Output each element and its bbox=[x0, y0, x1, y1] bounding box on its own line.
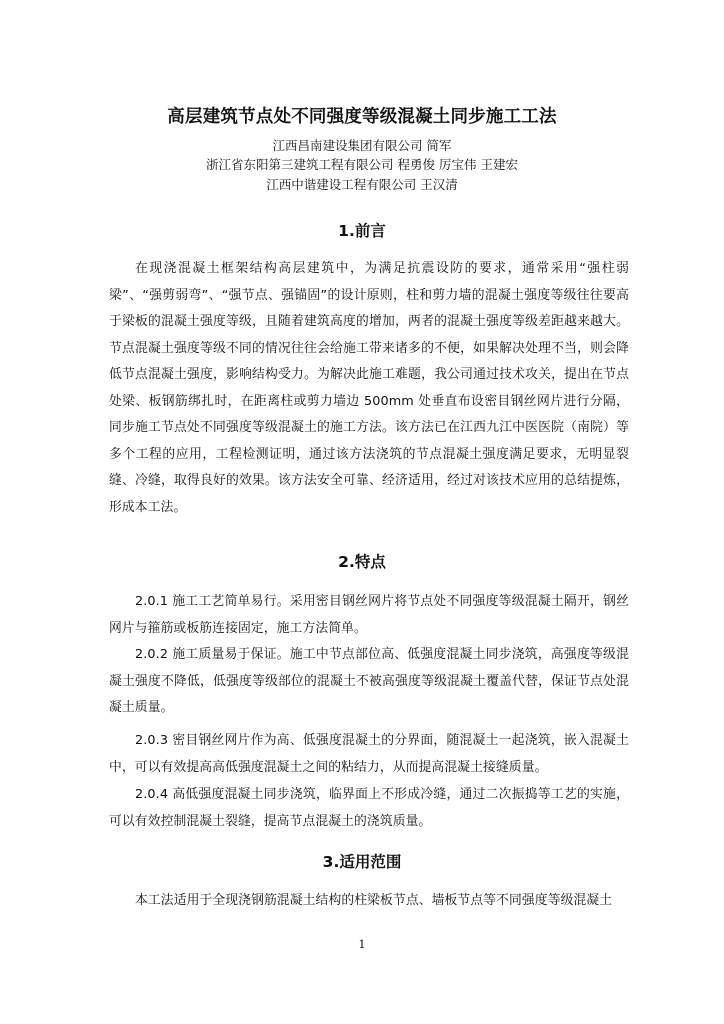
author-line-1: 江西昌南建设集团有限公司 简军 bbox=[272, 138, 452, 153]
author-line-2: 浙江省东阳第三建筑工程有限公司 程勇俊 厉宝伟 王建宏 bbox=[206, 157, 518, 172]
feature-item-2: 2.0.2 施工质量易于保证。施工中节点部位高、低强度混凝土同步浇筑，高强度等级混凝土强度不降低，低强度等级部位的混凝土不被高强度等级混凝土覆盖代替，保证节点处混凝土质量。 bbox=[109, 647, 629, 715]
scope-paragraph: 本工法适用于全现浇钢筋混凝土结构的柱梁板节点、墙板节点等不同强度等级混凝土 bbox=[135, 893, 613, 908]
page-number: 1 bbox=[358, 938, 366, 951]
author-line-3: 江西中谐建设工程有限公司 王汉清 bbox=[266, 177, 458, 192]
preface-paragraph: 在现浇混凝土框架结构高层建筑中，为满足抗震设防的要求，通常采用“强柱弱梁”、“强剪弱弯”、“强节点、强锚固”的设计原则，柱和剪力墙的混凝土强度等级往往要高于梁板的混凝土强度等级，且随着建筑高度的增加，两者的混凝土强度等级差距越来越大。节点混凝土强度等级不同的情况往往会给施工带来诸多的不便，如果解决处理不当，则会降低节点混凝土强度，影响结构受力。为解决此施工难题，我公司通过技术攻关，提出在节点处梁、板钢筋绑扎时，在距离柱或剪力墙边 500mm 处垂直布设密目钢丝网片进行分隔，同步施工节点处不同强度等级混凝土的施工方法。该方法已在江西九江中医医院（南院）等多个工程的应用，工程检测证明，通过该方法浇筑的节点混凝土强度满足要求，无明显裂缝、冷缝，取得良好的效果。该方法安全可靠、经济适用，经过对该技术应用的总结提炼，形成本工法。 bbox=[109, 261, 629, 515]
feature-item-3: 2.0.3 密目钢丝网片作为高、低强度混凝土的分界面，随混凝土一起浇筑，嵌入混凝土中，可以有效提高高低强度混凝土之间的粘结力，从而提高混凝土接缝质量。 bbox=[109, 733, 629, 775]
section-heading-scope: 3.适用范围 bbox=[322, 853, 402, 871]
document-title: 高层建筑节点处不同强度等级混凝土同步施工工法 bbox=[167, 107, 557, 127]
feature-item-4: 2.0.4 高低强度混凝土同步浇筑，临界面上不形成冷缝，通过二次振捣等工艺的实施，可以有效控制混凝土裂缝，提高节点混凝土的浇筑质量。 bbox=[109, 787, 629, 829]
feature-item-1: 2.0.1 施工工艺简单易行。采用密目钢丝网片将节点处不同强度等级混凝土隔开，钢丝网片与箍筋或板筋连接固定，施工方法简单。 bbox=[109, 594, 629, 636]
section-heading-preface: 1.前言 bbox=[338, 222, 386, 240]
section-heading-features: 2.特点 bbox=[338, 553, 386, 571]
